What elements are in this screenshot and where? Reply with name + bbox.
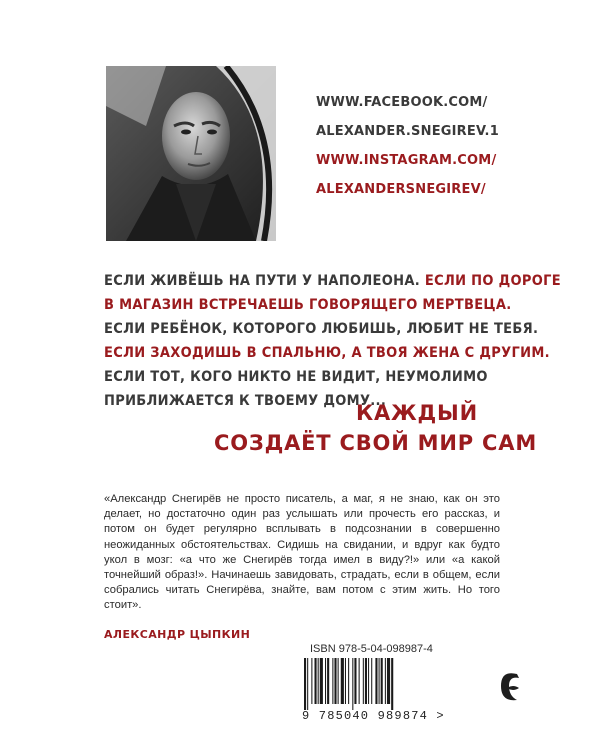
barcode <box>300 640 480 728</box>
barcode-bar <box>391 658 393 710</box>
barcode-bar <box>332 658 333 704</box>
tagline-line3-black: ЕСЛИ РЕБЁНОК, КОТОРОГО ЛЮБИШЬ, ЛЮБИТ НЕ ТЕБЯ. <box>104 321 539 337</box>
author-portrait-image <box>106 66 276 241</box>
tagline-line2-red: В МАГАЗИН ВСТРЕЧАЕШЬ ГОВОРЯЩЕГО МЕРТВЕЦА. <box>104 297 512 313</box>
barcode-bar <box>385 658 386 704</box>
barcode-bar <box>327 658 329 704</box>
tagline-block <box>104 269 561 413</box>
barcode-bar <box>325 658 326 704</box>
barcode-bar <box>381 658 383 704</box>
barcode-bar <box>348 658 349 704</box>
barcode-digits: 9 785040 989874 > <box>302 709 445 723</box>
barcode-bar <box>315 658 317 704</box>
social-links <box>316 88 556 204</box>
barcode-bar <box>307 658 308 710</box>
tagline-line4-red: ЕСЛИ ЗАХОДИШЬ В СПАЛЬНЮ, А ТВОЯ ЖЕНА С ДРУГИМ. <box>104 345 550 361</box>
barcode-bar <box>320 658 323 704</box>
barcode-bar <box>387 658 390 704</box>
barcode-bar <box>359 658 360 704</box>
barcode-bar <box>338 658 339 704</box>
blurb-quote-text: «Александр Снегирёв не просто писатель, а маг, я не знаю, как он это делает, но достаточно один раз услышать или прочесть его рассказ, и потом он будет регулярно всплывать в подсознании в совершенно неожиданных обстоятельствах. Сидишь на свидании, и вдруг как будто укол в мозг: «а что же Снегирёв тогда имел в виду?!» или «а какой точнейший образ!». Начинаешь завидовать, страдать, если в общем, если собрались читать Снегирёва, знайте, вам потом с этим жить. Но того стоит». <box>104 493 500 612</box>
blurb-quote <box>104 492 500 614</box>
barcode-bar <box>311 658 312 704</box>
slogan <box>214 398 538 458</box>
barcode-bar <box>334 658 336 704</box>
barcode-bar <box>368 658 369 704</box>
quote-author: АЛЕКСАНДР ЦЫПКИН <box>104 628 251 641</box>
tagline-row-1 <box>104 269 561 293</box>
barcode-bar <box>363 658 364 704</box>
eksmo-swirl-logo-icon <box>497 666 523 706</box>
barcode-bar <box>304 658 306 710</box>
tagline-line1-black: ЕСЛИ ЖИВЁШЬ НА ПУТИ У НАПОЛЕОНА. <box>104 273 421 289</box>
barcode-bar <box>345 658 346 704</box>
barcode-bar <box>371 658 372 704</box>
barcode-bar <box>365 658 367 704</box>
tagline-line6-black: ПРИБЛИЖАЕТСЯ К ТВОЕМУ ДОМУ... <box>104 393 387 409</box>
barcode-bar <box>352 658 353 710</box>
instagram-link-line1[interactable]: WWW.INSTAGRAM.COM/ <box>316 153 497 168</box>
instagram-link-line2[interactable]: ALEXANDERSNEGIREV/ <box>316 182 486 197</box>
barcode-bar <box>354 658 356 704</box>
isbn-text: ISBN 978-5-04-098987-4 <box>310 643 433 655</box>
author-photo <box>106 66 276 241</box>
slogan-line1: КАЖДЫЙ <box>356 401 478 425</box>
barcode-bar <box>341 658 344 704</box>
facebook-link-line2[interactable]: ALEXANDER.SNEGIREV.1 <box>316 124 499 139</box>
slogan-line2: СОЗДАЁТ СВОЙ МИР САМ <box>214 431 538 455</box>
barcode-bar <box>379 658 380 704</box>
facebook-link-line1[interactable]: WWW.FACEBOOK.COM/ <box>316 95 488 110</box>
barcode-bar <box>318 658 319 704</box>
tagline-line5-black: ЕСЛИ ТОТ, КОГО НИКТО НЕ ВИДИТ, НЕУМОЛИМО <box>104 369 488 385</box>
tagline-line1-red: ЕСЛИ ПО ДОРОГЕ <box>424 273 561 289</box>
barcode-bar <box>375 658 377 704</box>
barcode-bars <box>300 658 440 710</box>
